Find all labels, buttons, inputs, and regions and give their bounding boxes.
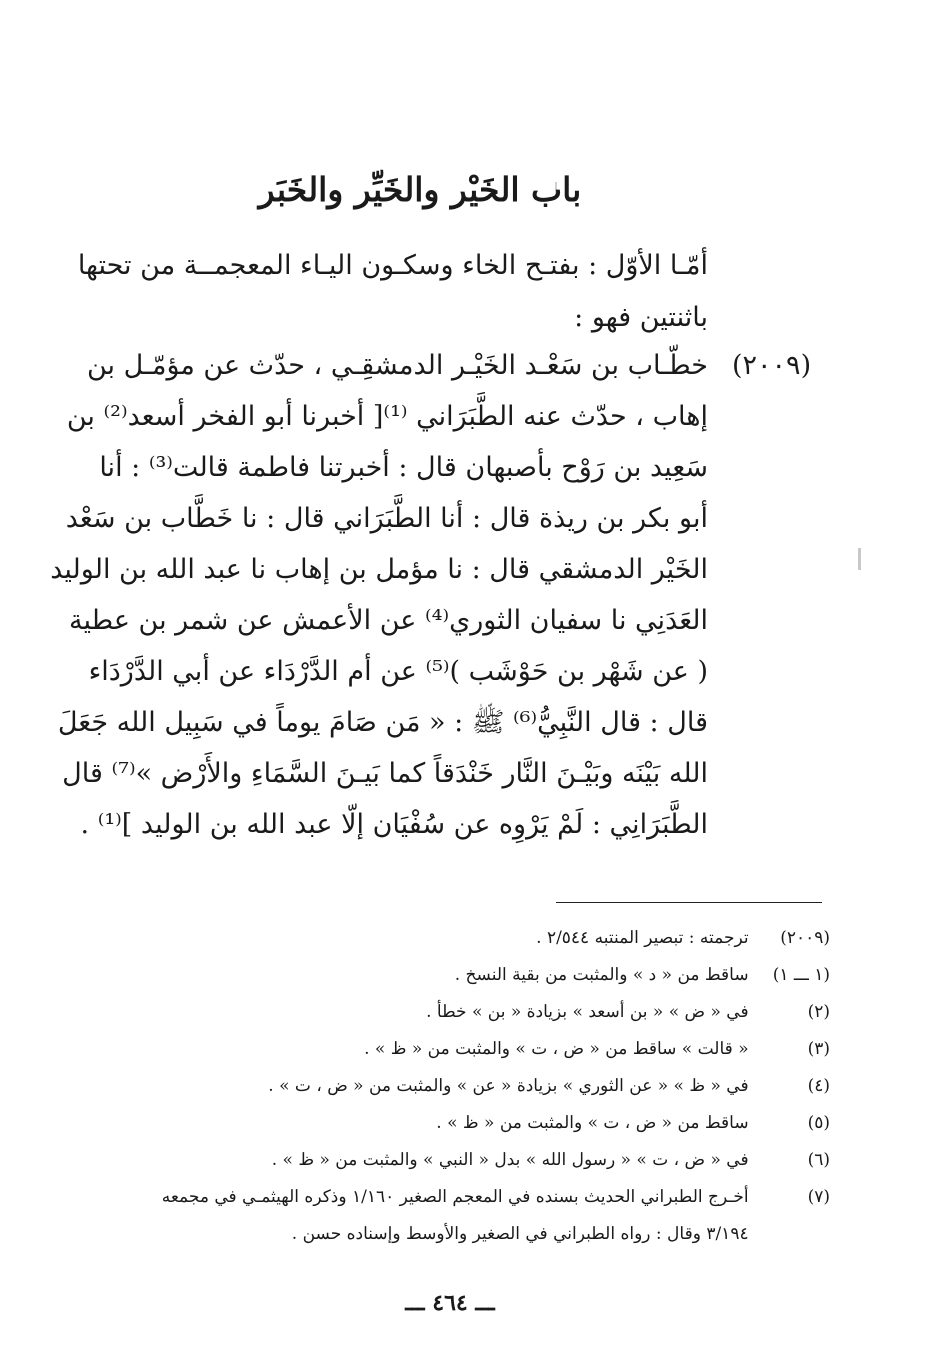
footnote-text: ترجمته : تبصير المنتبه ٢/٥٤٤ . <box>536 928 749 948</box>
footnote-divider <box>556 902 822 903</box>
footnote <box>80 1179 830 1216</box>
footnote <box>80 920 830 957</box>
hadith-body <box>50 340 708 850</box>
intro-paragraph <box>77 240 708 344</box>
footnote-number: (٥) <box>807 1113 830 1133</box>
body-line: الله بَيْنَه وبَيْـنَ النَّار خَنْدَقاً كما بَيـنَ السَّمَاءِ والأَرْض »⁽⁷⁾ قال <box>62 758 708 789</box>
footnote-text: في « ض ، ت » « رسول الله » بدل « النبي » والمثبت من « ظ » . <box>271 1150 749 1170</box>
footnote-number: (٤) <box>807 1076 830 1096</box>
body-line: إهاب ، حدّث عنه الطَّبَرَاني ⁽¹⁾[ أخبرنا أبو الفخر أسعد⁽²⁾ بن <box>66 401 708 432</box>
page-number: ـــ ٤٦٤ ـــ <box>405 1290 495 1316</box>
footnote-text: ٣/١٩٤ وقال : رواه الطبراني في الصغير والأوسط وإسناده حسن . <box>291 1224 749 1244</box>
body-line: الخَيْر الدمشقي قال : نا مؤمل بن إهاب نا عبد الله بن الوليد <box>50 554 708 585</box>
footnote-text: في « ظ » « عن الثوري » بزيادة « عن » والمثبت من « ض ، ت » . <box>268 1076 749 1096</box>
footnote-number: (٣) <box>807 1039 830 1059</box>
footnote-number: (٧) <box>807 1187 830 1207</box>
body-line: سَعِيد بن رَوْح بأصبهان قال : أخبرتنا فاطمة قالت⁽³⁾ : أنا <box>99 452 708 483</box>
section-title: باب الخَيْر والخَيِّر والخَبَر <box>258 170 582 209</box>
footnote-text: « قالت » ساقط من « ض ، ت » والمثبت من « ظ » . <box>364 1039 749 1059</box>
footnote-text: أخـرج الطبراني الحديث بسنده في المعجم الصغير ١/١٦٠ وذكره الهيثمـي في مجمعه <box>161 1187 749 1207</box>
footnote-text: في « ض » « بن أسعد » بزيادة « بن » خطأ . <box>426 1002 749 1022</box>
margin-mark <box>858 548 861 570</box>
footnote-continuation <box>80 1216 830 1253</box>
body-line: قال : قال النَّبِيُّ⁽⁶⁾ ﷺ : « مَن صَامَ يوماً في سَبِيل الله جَعَلَ <box>57 707 708 738</box>
footnote-number: (١ ـــ ١) <box>772 965 830 985</box>
footnote-number: (٢٠٠٩) <box>780 928 830 948</box>
footnote <box>80 1031 830 1068</box>
body-line: الطَّبَرَانِي : لَمْ يَرْوِه عن سُفْيَان إلّا عبد الله بن الوليد ]⁽¹⁾ . <box>80 809 708 840</box>
intro-line: باثنتين فهو : <box>574 302 708 333</box>
footnote-text: ساقط من « ض ، ت » والمثبت من « ظ » . <box>436 1113 749 1133</box>
intro-line: أمّـا الأوّل : بفتـح الخاء وسكـون اليـاء المعجمــة من تحتها <box>77 250 708 281</box>
footnote <box>80 1105 830 1142</box>
footnote <box>80 957 830 994</box>
body-line: ( عن شَهْر بن حَوْشَب )⁽⁵⁾ عن أم الدَّرْدَاء عن أبي الدَّرْدَاء <box>88 656 708 687</box>
body-line: خطّـاب بن سَعْـد الخَيْـر الدمشقِـي ، حدّث عن مؤمّـل بن <box>86 350 708 381</box>
footnotes <box>80 920 830 1253</box>
footnote-text: ساقط من « د » والمثبت من بقية النسخ . <box>454 965 749 985</box>
footnote <box>80 994 830 1031</box>
body-line: العَدَنِي نا سفيان الثوري⁽⁴⁾ عن الأعمش عن شمر بن عطية <box>69 605 708 636</box>
footnote-number: (٢) <box>807 1002 830 1022</box>
body-line: أبو بكر بن ريذة قال : أنا الطَّبَرَاني قال : نا خَطَّاب بن سَعْد <box>65 503 708 534</box>
footnote <box>80 1142 830 1179</box>
footnote <box>80 1068 830 1105</box>
hadith-number: (٢٠٠٩) <box>732 350 812 381</box>
footnote-number: (٦) <box>807 1150 830 1170</box>
